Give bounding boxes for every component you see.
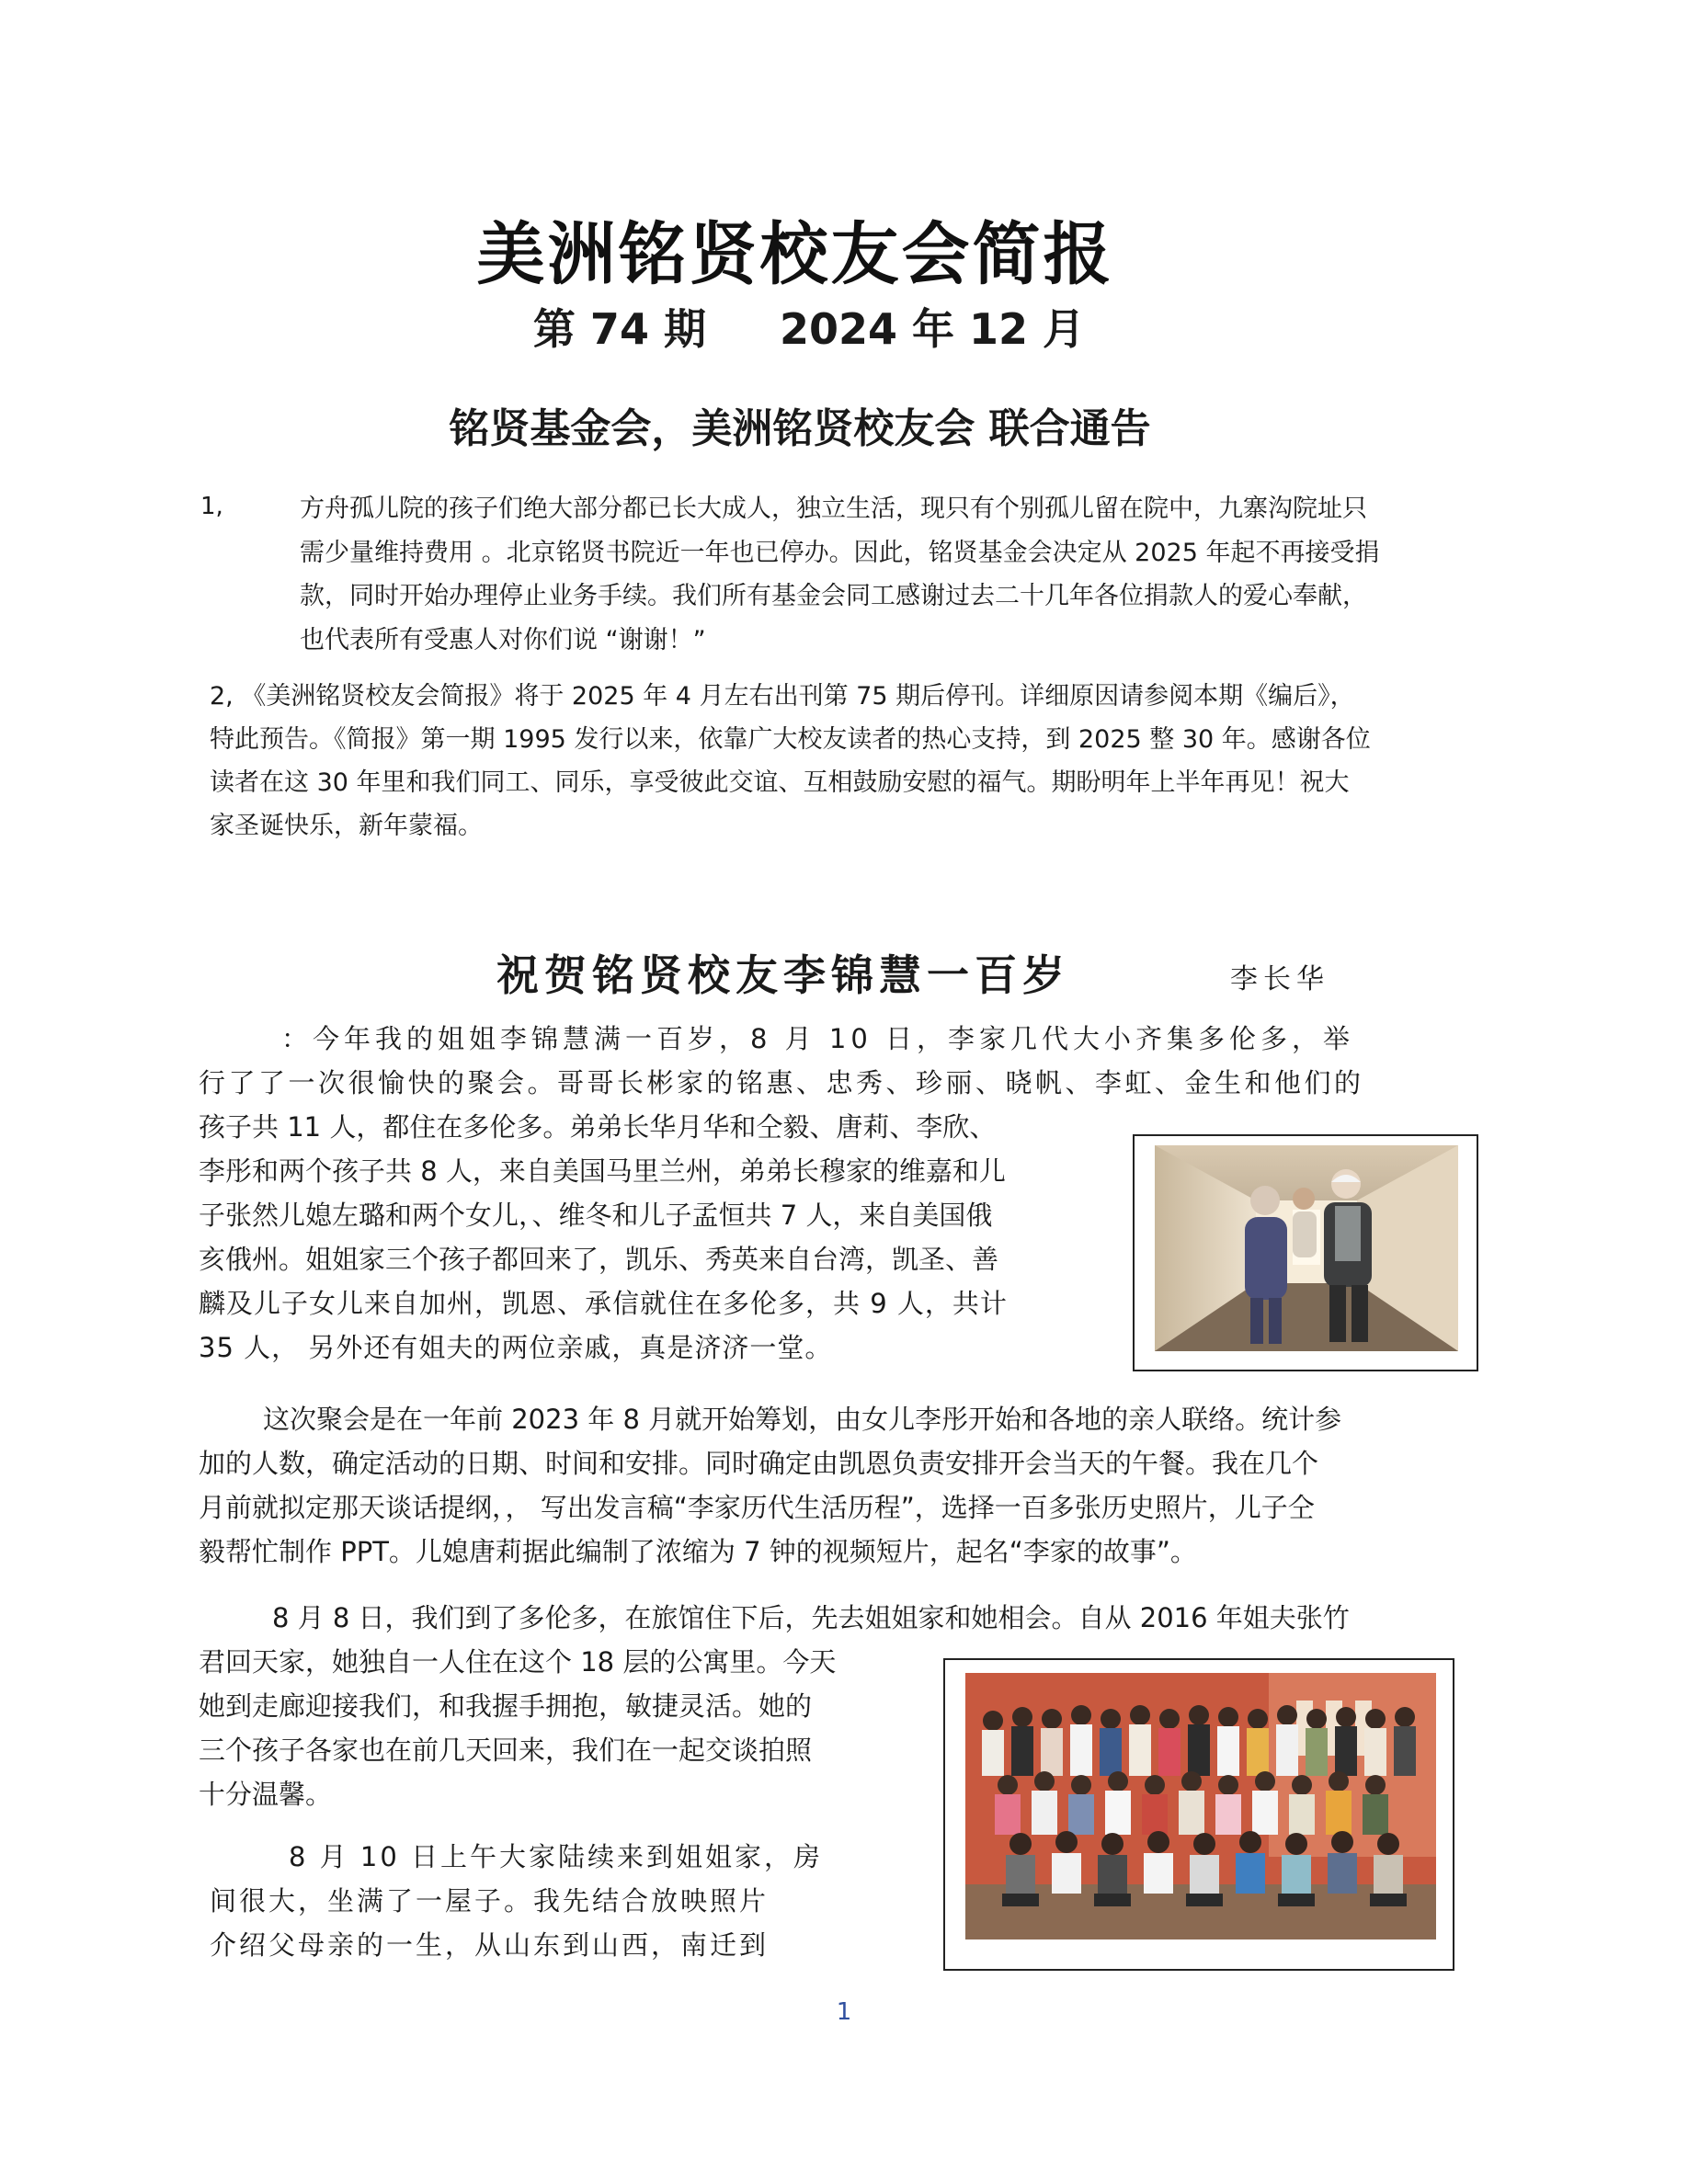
article-paragraph-1-side — [199, 1105, 1100, 1370]
notice-1-line: 款，同时开始办理停止业务手续。我们所有基金会同工感谢过去二十几年各位捐款人的爱心奉献， — [300, 582, 1367, 610]
article-line: 间很大，坐满了一屋子。我先结合放映照片 — [210, 1885, 770, 1917]
article-line: 35 人， 另外还有姐夫的两位亲戚，真是济济一堂。 — [199, 1332, 833, 1363]
article-line: ：今年我的姐姐李锦慧满一百岁，8 月 10 日，李家几代大小齐集多伦多，举 — [281, 1023, 1355, 1054]
article-line: 8 月 8 日，我们到了多伦多，在旅馆住下后，先去姐姐家和她相会。自从 2016 年姐夫张竹 — [272, 1602, 1350, 1633]
notice-2-line: 家圣诞快乐，新年蒙福。 — [210, 812, 483, 840]
article-line: 君回天家，她独自一人住在这个 18 层的公寓里。今天 — [199, 1646, 837, 1678]
notice-1-line: 也代表所有受惠人对你们说 “谢谢！” — [300, 625, 706, 654]
photo-hallway-frame — [1133, 1134, 1478, 1371]
article-paragraph-3-side — [199, 1640, 907, 1816]
article-paragraph-1-top — [199, 1017, 1471, 1105]
notice-2-line: 特此预告。《简报》第一期 1995 发行以来，依靠广大校友读者的热心支持，到 2025 整 30 年。感谢各位 — [210, 725, 1371, 754]
article-line: 毅帮忙制作 PPT。儿媳唐莉据此编制了浓缩为 7 钟的视频短片，起名“李家的故事”。 — [199, 1536, 1197, 1567]
notice-2-text — [210, 675, 1488, 847]
article-line: 她到走廊迎接我们，和我握手拥抱，敏捷灵活。她的 — [199, 1690, 813, 1722]
article-line: 李彤和两个孩子共 8 人，来自美国马里兰州，弟弟长穆家的维嘉和儿 — [199, 1155, 1006, 1187]
article-line: 月前就拟定那天谈话提纲，， 写出发言稿“李家历代生活历程”，选择一百多张历史照片，儿子仝 — [199, 1492, 1315, 1523]
photo-hallway — [1155, 1145, 1458, 1351]
photo-group-frame — [943, 1658, 1454, 1971]
article-line: 加的人数，确定活动的日期、时间和安排。同时确定由凯恩负责安排开会当天的午餐。我在几个 — [199, 1448, 1319, 1479]
article-line: 这次聚会是在一年前 2023 年 8 月就开始筹划，由女儿李彤开始和各地的亲人联络。统计参 — [263, 1404, 1342, 1435]
article-title: 祝贺铭贤校友李锦慧一百岁 — [496, 950, 1070, 1000]
article-paragraph-4 — [210, 1835, 912, 1967]
article-author: 李长华 — [1230, 963, 1329, 995]
notice-1-text — [300, 487, 1495, 662]
article-line: 行了了一次很愉快的聚会。哥哥长彬家的铭惠、忠秀、珍丽、晓帆、李虹、金生和他们的 — [199, 1067, 1364, 1098]
article-line: 十分温馨。 — [199, 1779, 333, 1810]
joint-notice-title: 铭贤基金会，美洲铭贤校友会 联合通告 — [449, 405, 1151, 452]
notice-2-line: 读者在这 30 年里和我们同工、同乐，享受彼此交谊、互相鼓励安慰的福气。期盼明年上半年再见！祝大 — [210, 768, 1350, 797]
article-line: 介绍父母亲的一生，从山东到山西，南迁到 — [210, 1929, 770, 1961]
group-photo-image — [965, 1673, 1436, 1939]
issue-line — [0, 296, 1618, 357]
issue-date: 2024 年 12 月 — [779, 304, 1086, 354]
notice-2-line: 2, 《美洲铭贤校友会简报》将于 2025 年 4 月左右出刊第 75 期后停刊。详细原因请参阅本期《编后》， — [210, 682, 1355, 711]
hallway-photo-image — [1155, 1145, 1458, 1351]
notice-1-number: 1, — [200, 493, 223, 520]
notice-1-line: 需少量维持费用 。北京铭贤书院近一年也已停办。因此，铭贤基金会决定从 2025 年起不再接受捐 — [300, 538, 1380, 567]
article-paragraph-2 — [199, 1397, 1471, 1574]
article-line: 8 月 10 日上午大家陆续来到姐姐家，房 — [289, 1841, 824, 1872]
article-line: 亥俄州。姐姐家三个孩子都回来了，凯乐、秀英来自台湾，凯圣、善 — [199, 1244, 999, 1275]
photo-group — [965, 1673, 1436, 1939]
article-line: 子张然儿媳左璐和两个女儿，、维冬和儿子孟恒共 7 人，来自美国俄 — [199, 1200, 993, 1231]
newsletter-title: 美洲铭贤校友会简报 — [476, 215, 1114, 294]
page-number: 1 — [836, 1998, 852, 2026]
article-line: 孩子共 11 人，都住在多伦多。弟弟长华月华和仝毅、唐莉、李欣、 — [199, 1111, 997, 1143]
notice-1-line: 方舟孤儿院的孩子们绝大部分都已长大成人，独立生活，现只有个别孤儿留在院中，九寨沟院址只 — [300, 495, 1367, 523]
article-paragraph-3-top — [199, 1596, 1471, 1640]
article-line: 麟及儿子女儿来自加州，凯恩、承信就住在多伦多，共 9 人，共计 — [199, 1288, 1008, 1319]
article-line: 三个孩子各家也在前几天回来，我们在一起交谈拍照 — [199, 1735, 813, 1766]
issue-number: 第 74 期 — [532, 304, 706, 354]
